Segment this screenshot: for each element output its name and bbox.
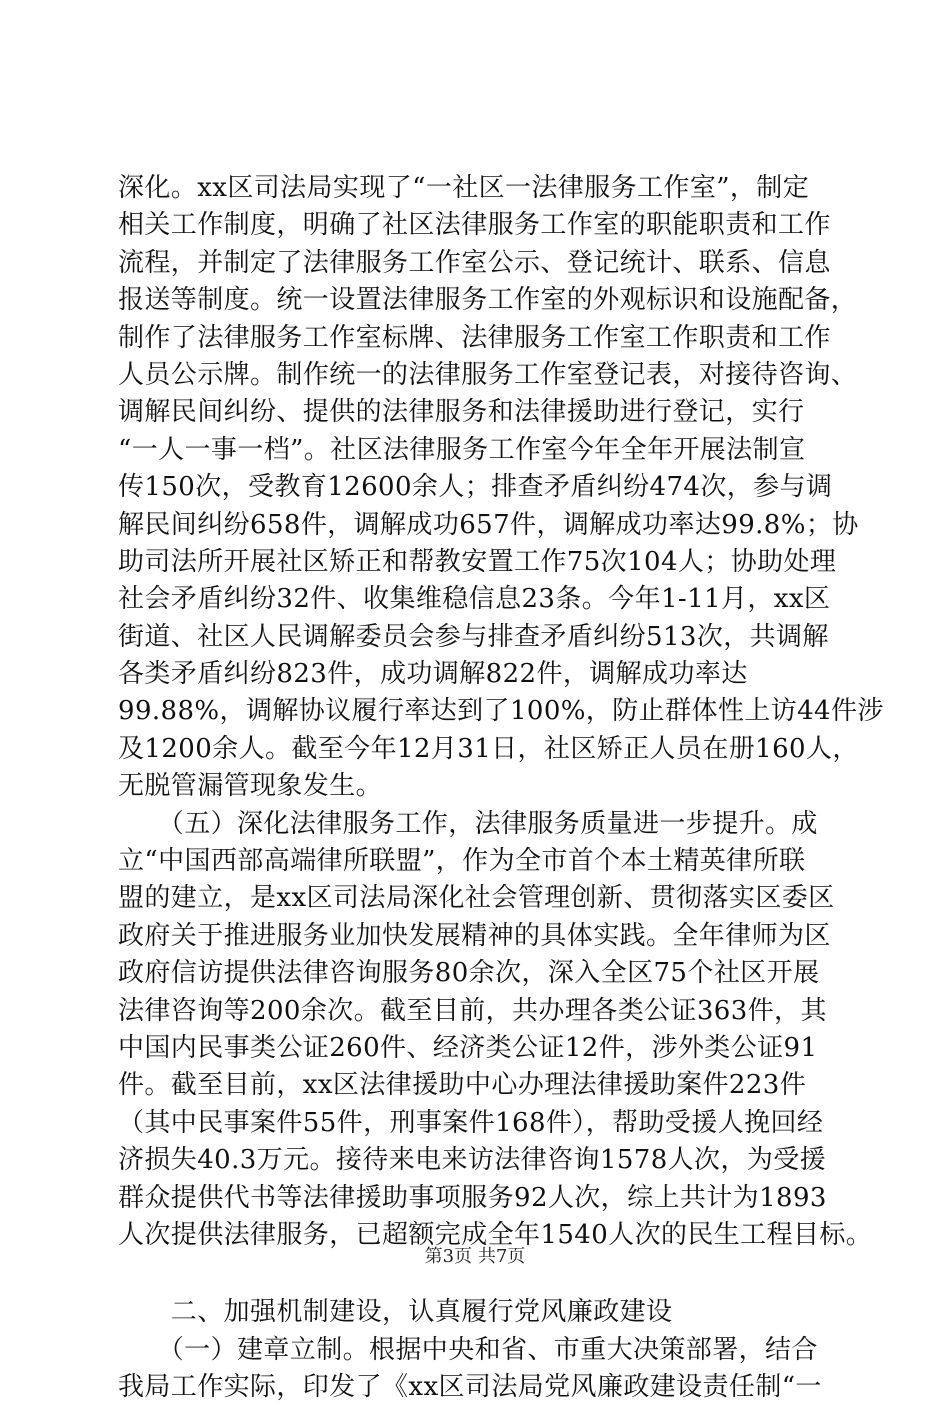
- text-line: 及1200余人。截至今年12月31日，社区矫正人员在册160人，: [118, 733, 859, 764]
- page-number-footer: 第3页 共7页: [424, 1246, 526, 1267]
- text-line: 立“中国西部高端律所联盟”，作为全市首个本土精英律所联: [118, 846, 806, 877]
- text-line: 法律咨询等200余次。截至目前，共办理各类公证363件，其: [118, 995, 827, 1026]
- paragraph-rules-system: [118, 1332, 858, 1407]
- text-line: 报送等制度。统一设置法律服务工作室的外观标识和设施配备，: [118, 285, 858, 316]
- text-line: 深化。xx区司法局实现了“一社区一法律服务工作室”，制定: [118, 173, 810, 203]
- text-line: 我局工作实际，印发了《xx区司法局党风廉政建设责任制“一: [118, 1372, 822, 1403]
- text-line: 相关工作制度，明确了社区法律服务工作室的职能职责和工作: [118, 210, 831, 241]
- text-line: （五）深化法律服务工作，法律服务质量进一步提升。成: [118, 808, 818, 839]
- text-line: 人员公示牌。制作统一的法律服务工作室登记表，对接待咨询、: [118, 359, 858, 390]
- text-line: 社会矛盾纠纷32件、收集维稳信息23条。今年1-11月，xx区: [118, 584, 831, 615]
- text-line: 济损失40.3万元。接待来电来访法律咨询1578人次，为受援: [118, 1145, 827, 1176]
- section-heading: 二、加强机制建设，认真履行党风廉政建设: [118, 1297, 673, 1328]
- text-line: （其中民事案件55件，刑事案件168件），帮助受援人挽回经: [118, 1107, 824, 1138]
- paragraph-legal-service-quality: [118, 806, 873, 1255]
- text-line: 各类矛盾纠纷823件，成功调解822件，调解成功率达: [118, 659, 748, 690]
- text-line: 街道、社区人民调解委员会参与排查矛盾纠纷513次，共调解: [118, 621, 829, 652]
- text-line: 政府信访提供法律咨询服务80余次，深入全区75个社区开展: [118, 958, 820, 989]
- text-line: 人次提供法律服务，已超额完成全年1540人次的民生工程目标。: [118, 1219, 873, 1250]
- text-line: 助司法所开展社区矫正和帮教安置工作75次104人；协助处理: [118, 546, 837, 577]
- text-line: 中国内民事类公证260件、经济类公证12件，涉外类公证91: [118, 1032, 818, 1063]
- text-line: 制作了法律服务工作室标牌、法律服务工作室工作职责和工作: [118, 322, 831, 353]
- text-line: 政府关于推进服务业加快发展精神的具体实践。全年律师为区: [118, 920, 831, 951]
- text-line: “一人一事一档”。社区法律服务工作室今年全年开展法制宣: [118, 434, 806, 465]
- text-line: 99.88%，调解协议履行率达到了100%，防止群体性上访44件涉: [118, 696, 884, 727]
- text-line: 群众提供代书等法律援助事项服务92人次，综上共计为1893: [118, 1182, 827, 1213]
- text-line: （一）建章立制。根据中央和省、市重大决策部署，结合: [118, 1334, 818, 1365]
- text-line: 无脱管漏管现象发生。: [118, 771, 383, 802]
- text-line: 件。截至目前，xx区法律援助中心办理法律援助案件223件: [118, 1070, 807, 1101]
- text-line: 解民间纠纷658件，调解成功657件，调解成功率达99.8%；协: [118, 509, 859, 540]
- document-body: [118, 170, 884, 1407]
- paragraph-community-legal-service: [118, 170, 884, 806]
- text-line: 盟的建立，是xx区司法局深化社会管理创新、贯彻落实区委区: [118, 883, 835, 914]
- text-line: 传150次，受教育12600余人；排查矛盾纠纷474次，参与调: [118, 472, 833, 503]
- text-line: 调解民间纠纷、提供的法律服务和法律援助进行登记，实行: [118, 397, 805, 428]
- text-line: 流程，并制定了法律服务工作室公示、登记统计、联系、信息: [118, 247, 831, 278]
